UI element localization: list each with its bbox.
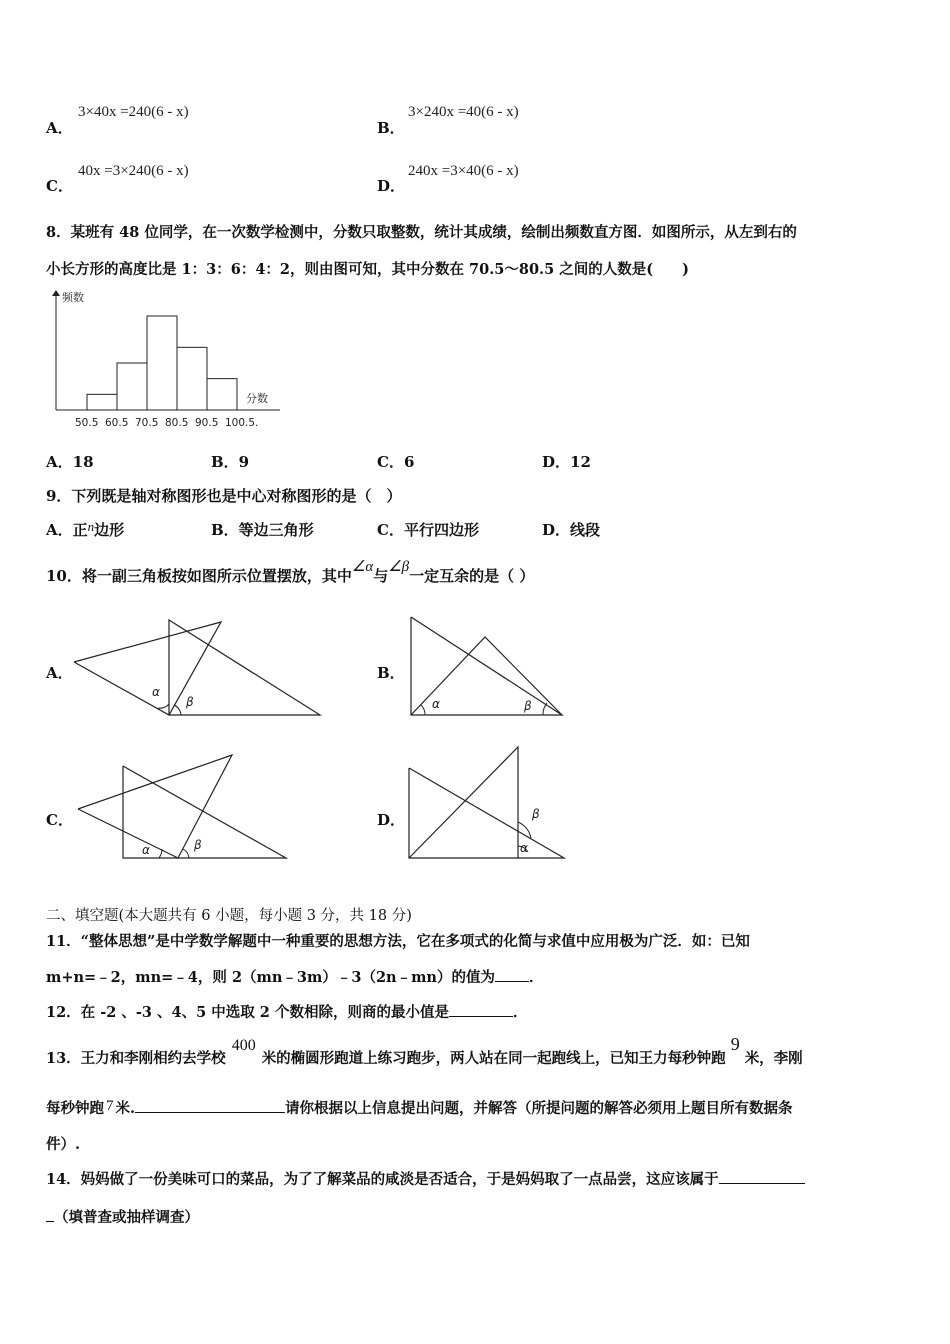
triangle-d1: [409, 768, 564, 858]
q11-line1: 11．“整体思想”是中学数学解题中一种重要的思想方法，它在多项式的化简与求值中应用极为广泛．如：已知: [46, 933, 750, 950]
q10-figure-a: [70, 612, 330, 722]
q12-answer-blank: [449, 1002, 513, 1017]
histogram-bar-1: [87, 394, 117, 410]
q10-fig-c-label: C．: [46, 811, 73, 829]
q7-option-a-expr: [78, 101, 189, 121]
q8-option-c: C．6: [377, 453, 415, 471]
q14-suffix: （填普查或抽样调查）: [54, 1209, 199, 1226]
histogram-bar-4: [177, 347, 207, 410]
q13-value-7: 7: [106, 1098, 114, 1114]
q7-option-a-label: A．: [46, 119, 73, 137]
q7-option-c-expr: [78, 160, 189, 180]
q10-question: [46, 559, 535, 586]
q7-option-c-expression: 40x =3×240(6 - x): [78, 163, 189, 179]
q9-option-a: [46, 519, 124, 540]
q13-part1: 13．王力和李刚相约去学校: [46, 1050, 226, 1067]
q14-line2: [46, 1206, 199, 1227]
beta-label-a: β: [186, 695, 194, 709]
q10-fig-d-label: D．: [377, 811, 406, 829]
q10-prefix: 10．将一副三角板按如图所示位置摆放，其中: [46, 567, 352, 585]
beta-label-c: β: [194, 838, 202, 852]
tick-label-2: 60.5: [105, 417, 129, 429]
q7-option-a-expression: 3×40x =240(6 - x): [78, 104, 189, 120]
q7-option-d-label: D．: [377, 177, 406, 195]
arc-alpha-c: [159, 849, 162, 858]
q9-question: 9．下列既是轴对称图形也是中心对称图形的是（ ）: [46, 487, 402, 505]
q13-value-400: 400: [231, 1037, 256, 1054]
q14-line1: [46, 1168, 805, 1189]
q9-option-a-var: n: [87, 519, 95, 534]
q8-option-d: D．12: [542, 453, 591, 471]
q12-end: ．: [512, 1004, 528, 1021]
q13-line3: 件）.: [46, 1136, 81, 1153]
q10-figure-b: [400, 612, 570, 722]
arc-alpha-b: [421, 705, 425, 715]
q11-answer-blank: [495, 967, 529, 982]
q7-option-b-label: B．: [377, 119, 405, 137]
q8-histogram: [40, 286, 280, 436]
q9-option-d: D．线段: [542, 521, 601, 539]
q13-part6: 请你根据以上信息提出问题，并解答（所提问题的解答必须用上题目所有数据条: [285, 1100, 793, 1117]
q14-answer-blank-2: [46, 1207, 54, 1222]
y-axis-label: 频数: [62, 291, 84, 304]
q8-text-line2: 小长方形的高度比是 1：3：6：4：2，则由图可知，其中分数在 70.5～80.5 之间的人数是( ): [46, 261, 689, 278]
q10-fig-a-label: A．: [46, 664, 73, 682]
q10-mid: 与: [373, 567, 389, 585]
q11-line2-text: m+n=﹣2，mn=﹣4，则 2（mn﹣3m）﹣3（2n﹣mn）的值为: [46, 969, 495, 986]
beta-label-b: β: [524, 699, 532, 713]
q10-angle-beta: ∠β: [388, 559, 410, 575]
q7-option-b-expr: [408, 101, 519, 121]
arc-beta-c: [183, 849, 189, 858]
alpha-label-a: α: [152, 685, 160, 699]
q13-part5: 米.: [115, 1100, 136, 1117]
bars-group: [87, 316, 237, 410]
q13-answer-blank: [135, 1098, 285, 1113]
q7-option-d-expression: 240x =3×40(6 - x): [408, 163, 519, 179]
q8-option-a: A．18: [46, 453, 94, 471]
arc-alpha-a: [158, 704, 169, 708]
q13-part4: 每秒钟跑: [46, 1100, 104, 1117]
q9-option-b: B．等边三角形: [211, 521, 314, 539]
q14-answer-blank-1: [719, 1169, 805, 1184]
q8-text-line1: 8．某班有 48 位同学，在一次数学检测中，分数只取整数，统计其成绩，绘制出频数直方图．如图所示，从左到右的: [46, 224, 797, 241]
alpha-label-b: α: [432, 697, 440, 711]
q13-part3: 米，李刚: [744, 1050, 803, 1067]
arc-beta-a: [174, 705, 181, 715]
q13-part2: 米的椭圆形跑道上练习跑步，两人站在同一起跑线上，已知王力每秒钟跑: [261, 1050, 726, 1067]
q10-figure-d: [400, 740, 575, 865]
q11-line2: [46, 966, 543, 987]
q12-line: [46, 1001, 527, 1022]
histogram-bar-5: [207, 379, 237, 410]
q7-option-c-label: C．: [46, 177, 73, 195]
triangle-c2: [78, 755, 232, 858]
q7-option-b-expression: 3×240x =40(6 - x): [408, 104, 519, 120]
tick-label-5: 90.5: [195, 417, 219, 429]
tick-label-3: 70.5: [135, 417, 159, 429]
y-axis-arrow-icon: [52, 290, 60, 296]
histogram-bar-2: [117, 363, 147, 410]
section2-heading: 二、填空题(本大题共有 6 小题，每小题 3 分，共 18 分): [46, 908, 412, 924]
tick-label-4: 80.5: [165, 417, 189, 429]
q10-figure-c: [70, 750, 300, 865]
tick-labels-group: [75, 417, 258, 429]
triangle-a2: [74, 622, 221, 715]
tick-label-1: 50.5: [75, 417, 99, 429]
q10-suffix: 一定互余的是（ ）: [409, 567, 535, 585]
alpha-label-c: α: [142, 843, 150, 857]
tick-label-6: 100.5.: [225, 417, 259, 429]
alpha-label-d: α: [520, 841, 528, 855]
q10-fig-b-label: B．: [377, 664, 405, 682]
q11-line2-end: ．: [528, 969, 544, 986]
q7-option-d-expr: [408, 160, 519, 180]
q8-option-b: B．9: [211, 453, 250, 471]
q9-option-c: C．平行四边形: [377, 521, 479, 539]
x-axis-label: 分数: [246, 392, 268, 405]
q9-option-a-rest: 边形: [94, 521, 125, 539]
histogram-bar-3: [147, 316, 177, 410]
q10-angle-alpha: ∠α: [351, 559, 374, 575]
q9-option-a-label: A．正: [46, 521, 88, 539]
q14-text: 14．妈妈做了一份美味可口的菜品，为了了解菜品的咸淡是否适合，于是妈妈取了一点品尝，这应该属于: [46, 1171, 719, 1188]
q13-value-9: 9: [730, 1034, 740, 1054]
q13-line1: [46, 1034, 803, 1068]
beta-label-d: β: [532, 807, 540, 821]
q12-text: 12．在 -2 、-3 、4、5 中选取 2 个数相除，则商的最小值是: [46, 1004, 449, 1021]
q13-line2: [46, 1097, 793, 1118]
triangle-d2: [409, 747, 518, 858]
